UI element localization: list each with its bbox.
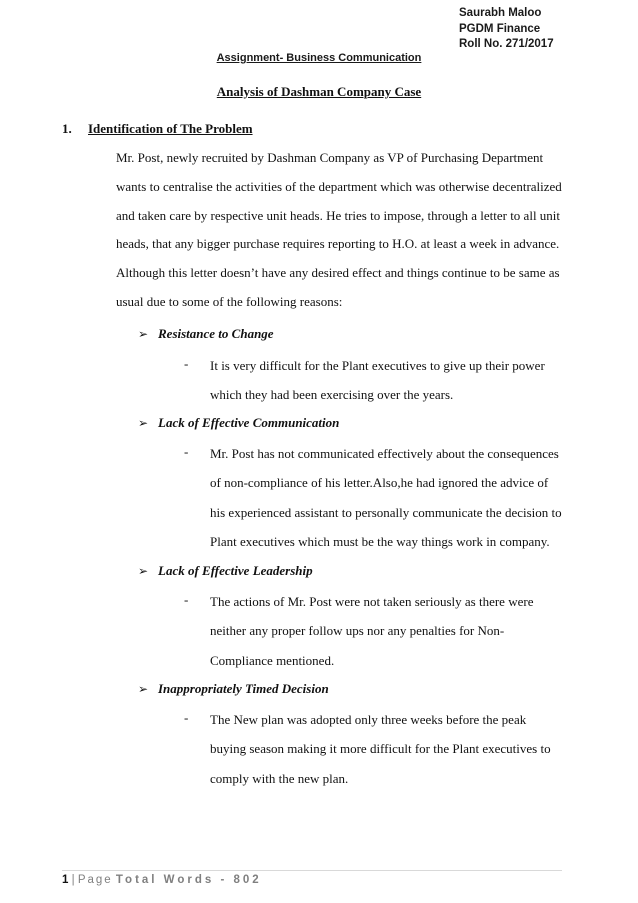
author-roll-number: Roll No. 271/2017 (459, 38, 554, 50)
detail-line: comply with the new plan. (210, 770, 349, 786)
paragraph-line: heads, that any bigger purchase requires reporting to H.O. at least a week in advance. (116, 236, 560, 252)
bullet-heading-text: Lack of Effective Leadership (158, 563, 313, 578)
paragraph-line: Mr. Post, newly recruited by Dashman Company as VP of Purchasing Department (116, 150, 544, 165)
section-title: Identification of The Problem (88, 121, 253, 136)
arrow-bullet-icon: ➢ (138, 682, 149, 696)
bullet-heading (138, 681, 329, 697)
detail-line: The New plan was adopted only three weeks before the peak (210, 712, 527, 727)
detail-line: which they had been exercising over the years. (210, 387, 454, 403)
assignment-title: Assignment- Business Communication (216, 52, 422, 64)
arrow-bullet-icon: ➢ (138, 416, 149, 430)
detail-line: Compliance mentioned. (210, 652, 335, 668)
detail-line: Plant executives which must be the way things work in company. (210, 533, 550, 549)
dash-marker: - (184, 592, 189, 607)
paragraph-line: and taken care by respective unit heads. He tries to impose, through a letter to all unit (116, 207, 561, 223)
detail-line: The actions of Mr. Post were not taken seriously as there were (210, 594, 534, 609)
arrow-bullet-icon: ➢ (138, 564, 149, 578)
detail-line: of non-compliance of his letter.Also,he had ignored the advice of (210, 475, 549, 491)
bullet-detail (184, 592, 533, 680)
bullet-heading (138, 326, 274, 342)
section-number: 1. (62, 121, 72, 136)
document-title: Analysis of Dashman Company Case (216, 84, 422, 99)
detail-line: Mr. Post has not communicated effectively about the consequences (210, 446, 559, 461)
paragraph-line: usual due to some of the following reasons: (116, 293, 343, 309)
detail-line: his experienced assistant to personally communicate the decision to (210, 504, 562, 520)
dash-marker: - (184, 444, 189, 459)
page-number: 1 (62, 874, 69, 886)
footer-divider (62, 870, 562, 871)
bullet-heading (138, 563, 313, 579)
author-name: Saurabh Maloo (459, 7, 542, 19)
detail-line: It is very difficult for the Plant executives to give up their power (210, 358, 545, 373)
bullet-detail (184, 356, 545, 415)
intro-paragraph (116, 148, 586, 321)
bullet-detail (184, 710, 551, 798)
detail-line: neither any proper follow ups nor any penalties for Non- (210, 623, 505, 639)
detail-line: buying season making it more difficult for the Plant executives to (210, 741, 551, 757)
paragraph-line: wants to centralise the activities of the department which was otherwise decentralized (116, 178, 562, 194)
bullet-heading-text: Resistance to Change (158, 326, 274, 341)
section-heading (62, 121, 253, 137)
bullet-detail (184, 444, 562, 561)
author-block (459, 6, 554, 53)
dash-marker: - (184, 356, 189, 371)
arrow-bullet-icon: ➢ (138, 327, 149, 341)
word-count: Total Words - 802 (115, 874, 262, 886)
paragraph-line: Although this letter doesn’t have any desired effect and things continue to be same as (116, 265, 560, 281)
bullet-heading-text: Inappropriately Timed Decision (158, 681, 329, 696)
page-label: Page (77, 874, 113, 886)
author-program: PGDM Finance (459, 22, 541, 35)
page-footer (62, 874, 262, 886)
bullet-heading-text: Lack of Effective Communication (158, 415, 340, 430)
footer-separator: | (71, 874, 75, 886)
dash-marker: - (184, 710, 189, 725)
bullet-heading (138, 415, 339, 431)
